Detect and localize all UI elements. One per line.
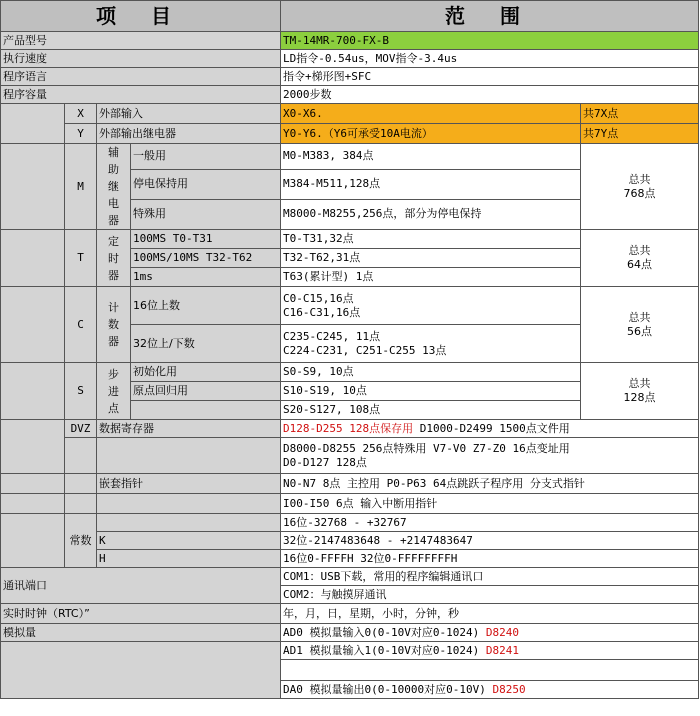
nest-blank-3 (1, 494, 65, 514)
s-row-value: S0-S9, 10点 (281, 363, 581, 382)
dvz-value-1 (281, 420, 699, 438)
nest-label: 嵌套指针 (97, 474, 281, 494)
nest-blank (1, 474, 65, 494)
t-group (97, 230, 131, 287)
t-row-label: 100MS T0-T31 (131, 230, 281, 249)
exec-speed-label: 执行速度 (1, 50, 281, 68)
y-label: 外部输出继电器 (97, 124, 281, 144)
product-model-value: TM-14MR-700-FX-B (281, 32, 699, 50)
s-blank (1, 363, 65, 420)
const-value: 16位-32768 - +32767 (281, 514, 699, 532)
nest-value-2: I00-I50 6点 输入中断用指针 (281, 494, 699, 514)
dvz-value-1-rest: D1000-D2499 1500点文件用 (413, 421, 570, 435)
nest-value-1: N0-N7 8点 主控用 P0-P63 64点跳跃子程序用 分支式指针 (281, 474, 699, 494)
s-group-label: 步 进 点 (108, 367, 119, 415)
rtc-value: 年，月，日，星期，小时，分钟，秒 (281, 604, 699, 624)
prog-lang-label: 程序语言 (1, 68, 281, 86)
c-row-value: C0-C15,16点 C16-C31,16点 (281, 287, 581, 325)
rtc-label: 实时时钟（RTC）” (1, 604, 281, 624)
m-row-value: M8000-M8255,256点，部分为停电保持 (281, 199, 581, 229)
analog-row-empty (281, 660, 699, 681)
t-row-value: T32-T62,31点 (281, 249, 581, 268)
c-row-label: 16位上数 (131, 287, 281, 325)
m-total: 总共 768点 (581, 144, 699, 230)
t-row-label: 1ms (131, 268, 281, 287)
x-value: X0-X6. (281, 104, 581, 124)
c-row-value: C235-C245, 11点 C224-C231, C251-C255 13点 (281, 325, 581, 363)
m-group (97, 144, 131, 230)
exec-speed-value: LD指令-0.54us，MOV指令-3.4us (281, 50, 699, 68)
nest-blank-5 (97, 494, 281, 514)
const-label: 常数 (65, 514, 97, 568)
analog-row (281, 642, 699, 660)
c-group (97, 287, 131, 363)
analog-row-reg: D8250 (492, 682, 526, 696)
header-item: 项 目 (1, 1, 281, 32)
s-row-label (131, 401, 281, 420)
s-code: S (65, 363, 97, 420)
m-row-label: 停电保持用 (131, 169, 281, 199)
header-range: 范 围 (281, 1, 699, 32)
x-code: X (65, 104, 97, 124)
m-row-value: M384-M511,128点 (281, 169, 581, 199)
s-total: 总共 128点 (581, 363, 699, 420)
analog-row-reg: D8241 (485, 643, 519, 657)
const-code (97, 514, 281, 532)
comm-value-2: COM2：与触摸屏通讯 (281, 586, 699, 604)
analog-blank (1, 642, 281, 699)
s-row-label: 原点回归用 (131, 382, 281, 401)
t-total: 总共 64点 (581, 230, 699, 287)
t-row-label: 100MS/10MS T32-T62 (131, 249, 281, 268)
m-code: M (65, 144, 97, 230)
c-code: C (65, 287, 97, 363)
t-code: T (65, 230, 97, 287)
c-row-label: 32位上/下数 (131, 325, 281, 363)
s-row-label: 初始化用 (131, 363, 281, 382)
analog-row (281, 681, 699, 699)
s-row-value: S20-S127, 108点 (281, 401, 581, 420)
const-blank (1, 514, 65, 568)
dvz-value-2: D8000-D8255 256点特殊用 V7-V0 Z7-Z0 16点变址用 D0-D127 128点 (281, 438, 699, 474)
prog-cap-value: 2000步数 (281, 86, 699, 104)
t-row-value: T0-T31,32点 (281, 230, 581, 249)
c-blank (1, 287, 65, 363)
analog-row-text: AD0 模拟量输入0(0-10V对应0-1024) (283, 625, 486, 639)
t-row-value: T63(累计型) 1点 (281, 268, 581, 287)
analog-row (281, 624, 699, 642)
t-group-label: 定 时 器 (108, 234, 119, 282)
analog-row-text: AD1 模拟量输入1(0-10V对应0-1024) (283, 643, 486, 657)
nest-blank-4 (65, 494, 97, 514)
analog-label: 模拟量 (1, 624, 281, 642)
m-row-value: M0-M383, 384点 (281, 144, 581, 170)
y-code: Y (65, 124, 97, 144)
y-total: 共7Y点 (581, 124, 699, 144)
s-row-value: S10-S19, 10点 (281, 382, 581, 401)
m-row-label: 特殊用 (131, 199, 281, 229)
comm-value-1: COM1：USB下载，常用的程序编辑通讯口 (281, 568, 699, 586)
dvz-blank-2 (65, 438, 97, 474)
dvz-label: 数据寄存器 (97, 420, 281, 438)
dvz-blank (1, 420, 65, 474)
c-total: 总共 56点 (581, 287, 699, 363)
x-total: 共7X点 (581, 104, 699, 124)
m-blank (1, 144, 65, 230)
dvz-value-1-red: D128-D255 128点保存用 (283, 421, 414, 435)
const-value: 16位0-FFFFH 32位0-FFFFFFFFH (281, 550, 699, 568)
io-blank (1, 104, 65, 144)
dvz-code: DVZ (65, 420, 97, 438)
c-group-label: 计 数 器 (108, 301, 119, 348)
t-blank (1, 230, 65, 287)
prog-cap-label: 程序容量 (1, 86, 281, 104)
m-group-label: 辅 助 继 电 器 (108, 146, 119, 227)
y-value: Y0-Y6.（Y6可承受10A电流） (281, 124, 581, 144)
analog-row-text: DA0 模拟量输出0(0-10000对应0-10V) (283, 682, 493, 696)
nest-blank-2 (65, 474, 97, 494)
product-model-label: 产品型号 (1, 32, 281, 50)
s-group (97, 363, 131, 420)
const-code: K (97, 532, 281, 550)
dvz-blank-3 (97, 438, 281, 474)
const-value: 32位-2147483648 - +2147483647 (281, 532, 699, 550)
analog-row-reg: D8240 (485, 625, 519, 639)
x-label: 外部输入 (97, 104, 281, 124)
comm-label: 通讯端口 (1, 568, 281, 604)
prog-lang-value: 指令+梯形图+SFC (281, 68, 699, 86)
m-row-label: 一般用 (131, 144, 281, 170)
const-code: H (97, 550, 281, 568)
